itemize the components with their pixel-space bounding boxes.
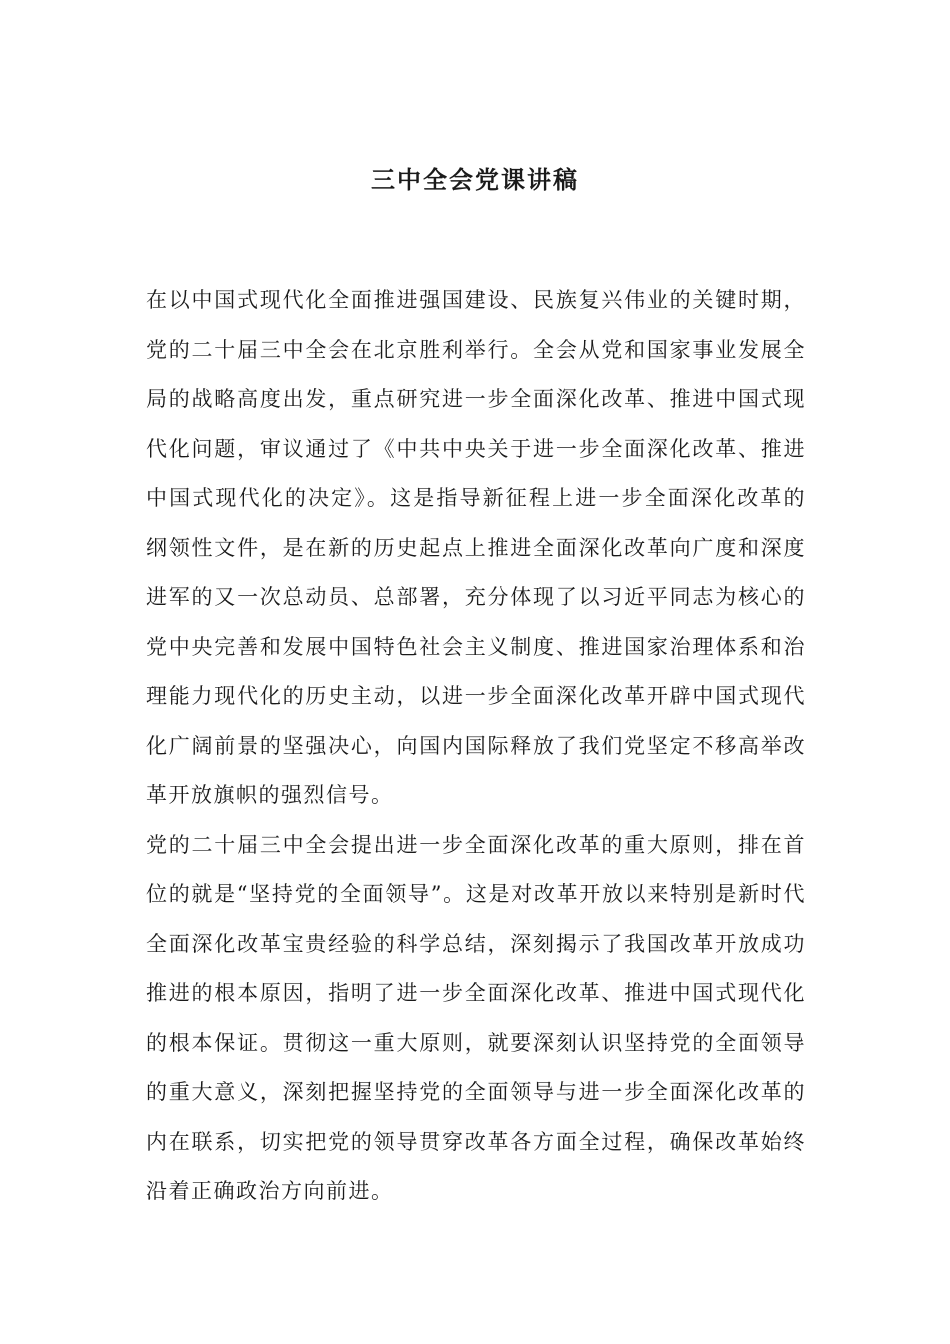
paragraph-2: 党的二十届三中全会提出进一步全面深化改革的重大原则，排在首位的就是“坚持党的全面领导”。这是对改革开放以来特别是新时代全面深化改革宝贵经验的科学总结，深刻揭示了我国改革开放成功推进的根本原因，指明了进一步全面深化改革、推进中国式现代化的根本保证。贯彻这一重大原则，就要深刻认识坚持党的全面领导的重大意义，深刻把握坚持党的全面领导与进一步全面深化改革的内在联系，切实把党的领导贯穿改革各方面全过程，确保改革始终沿着正确政治方向前进。	[146, 832, 806, 1203]
document-title: 三中全会党课讲稿	[371, 165, 579, 194]
paragraph-1: 在以中国式现代化全面推进强国建设、民族复兴伟业的关键时期，党的二十届三中全会在北京胜利举行。全会从党和国家事业发展全局的战略高度出发，重点研究进一步全面深化改革、推进中国式现代化问题，审议通过了《中共中央关于进一步全面深化改革、推进中国式现代化的决定》。这是指导新征程上进一步全面深化改革的纲领性文件，是在新的历史起点上推进全面深化改革向广度和深度进军的又一次总动员、总部署，充分体现了以习近平同志为核心的党中央完善和发展中国特色社会主义制度、推进国家治理体系和治理能力现代化的历史主动，以进一步全面深化改革开辟中国式现代化广阔前景的坚强决心，向国内国际释放了我们党坚定不移高举改革开放旗帜的强烈信号。	[146, 288, 806, 807]
document-body	[146, 276, 806, 1217]
